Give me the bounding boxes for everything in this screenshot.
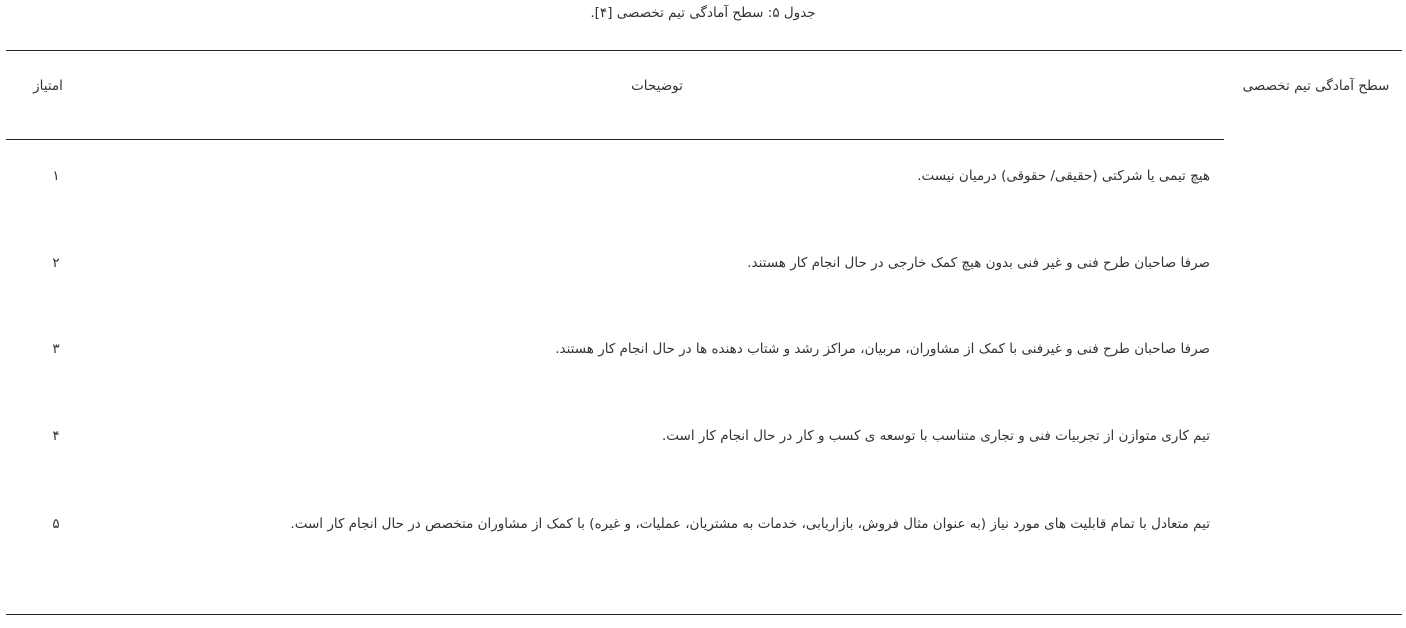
table-caption: جدول ۵: سطح آمادگی تیم تخصصی [۴].	[590, 5, 816, 21]
table-row-description: تیم متعادل با تمام قابلیت های مورد نیاز (به عنوان مثال فروش، بازاریابی، خدمات به مشتریان، عملیات، و غیره) با کمک از مشاوران متخصص در حال انجام کار است.	[290, 516, 1210, 532]
table-row-description: صرفا صاحبان طرح فنی و غیر فنی بدون هیچ کمک خارجی در حال انجام کار هستند.	[747, 255, 1210, 271]
table-header-rule	[6, 139, 1224, 140]
table-row-score: ۵	[52, 516, 60, 532]
table-row-score: ۱	[52, 168, 60, 184]
table-row-description: هیچ تیمی یا شرکتی (حقیقی/ حقوقی) درمیان نیست.	[917, 168, 1210, 184]
header-description: توضیحات	[631, 78, 683, 94]
header-score: امتیاز	[33, 78, 63, 94]
table-top-rule	[6, 50, 1402, 51]
table-row-score: ۴	[52, 428, 60, 444]
table-bottom-rule	[6, 614, 1402, 615]
table-row-description: تیم کاری متوازن از تجربیات فنی و تجاری متناسب با توسعه ی کسب و کار در حال انجام کار است.	[661, 428, 1210, 444]
table-row-description: صرفا صاحبان طرح فنی و غیرفنی با کمک از مشاوران، مربیان، مراکز رشد و شتاب دهنده ها در حال انجام کار هستند.	[555, 341, 1210, 357]
table-row-score: ۳	[52, 341, 60, 357]
header-readiness-level: سطح آمادگی تیم تخصصی	[1242, 78, 1390, 94]
table-row-score: ۲	[52, 255, 60, 271]
